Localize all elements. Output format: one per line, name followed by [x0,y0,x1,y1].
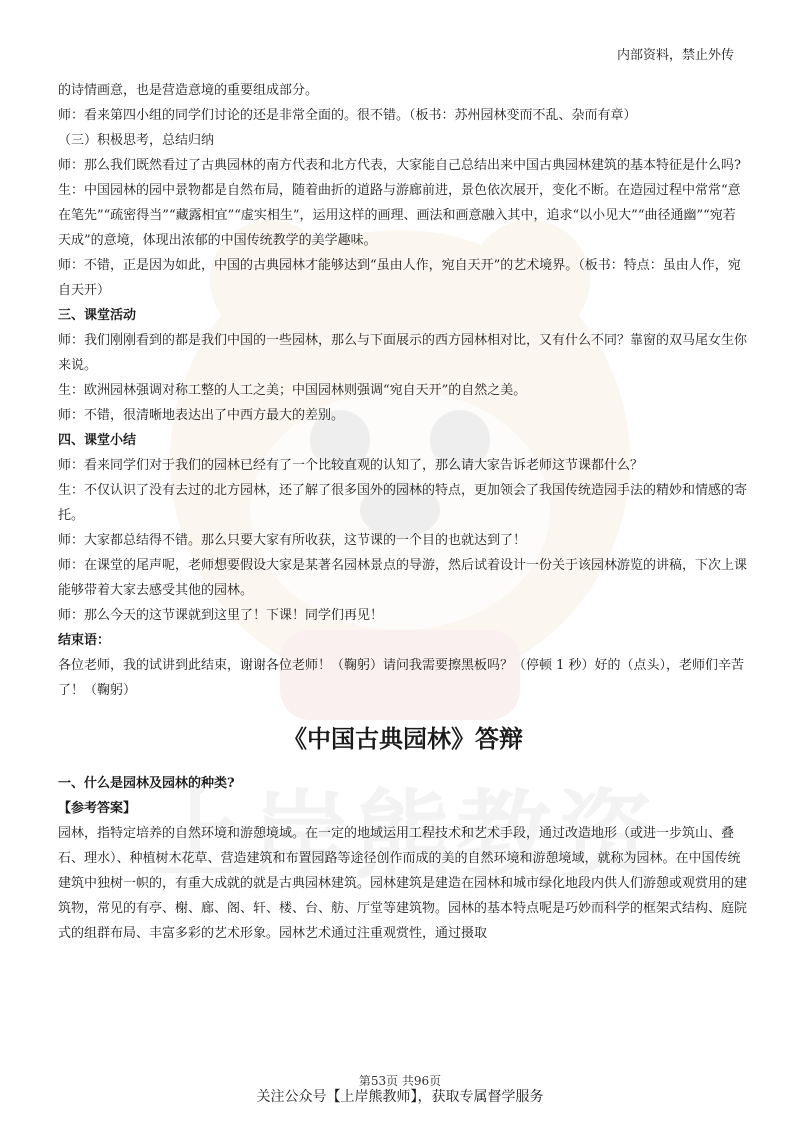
paragraph: 师：我们刚刚看到的都是我们中国的一些园林，那么与下面展示的西方园林相对比，又有什么不同？靠窗的双马尾女生你来说。 [58,333,748,373]
paragraph: 生：欧洲园林强调对称工整的人工之美；中国园林则强调“宛自天开”的自然之美。 [58,383,527,398]
paragraph: 各位老师，我的试讲到此结束，谢谢各位老师！（鞠躬）请问我需要擦黑板吗？（停顿 1 秒）好的（点头），老师们辛苦了！（鞠躬） [58,658,745,698]
paragraph: 师：在课堂的尾声呢，老师想要假设大家是某著名园林景点的导游，然后试着设计一份关于该园林游览的讲稿，下次上课能够带着大家去感受其他的园林。 [58,558,748,598]
document-body [58,78,748,946]
section-heading: 结束语： [58,633,111,648]
footer-follow-note: 关注公众号【上岸熊教师】，获取专属督学服务 [256,1089,544,1105]
paragraph: 生：中国园林的园中景物都是自然布局，随着曲折的道路与游廊前进，景色依次展开，变化不断。在造园过程中常常“意在笔先”“疏密得当”“藏露相宜”“虚实相生”，运用这样的画理、画法和画意融入其中，追求“以小见大”“曲径通幽”“宛若天成”的意境，体现出浓郁的中国传统教学的美学趣味。 [58,183,741,248]
section-heading: 三、课堂活动 [58,308,137,323]
paragraph: 师：那么我们既然看过了古典园林的南方代表和北方代表，大家能自己总结出来中国古典园林建筑的基本特征是什么吗? [58,158,741,173]
paragraph: 师：不错，很清晰地表达出了中西方最大的差别。 [58,408,345,423]
paragraph: 师：大家都总结得不错。那么只要大家有所收获，这节课的一个目的也就达到了！ [58,533,527,548]
paragraph: 师：看来第四小组的同学们讨论的还是非常全面的。很不错。（板书：苏州园林变而不乱、杂而有章） [58,108,637,123]
answer-label: 【参考答案】 [58,801,137,816]
paragraph: 生：不仅认识了没有去过的北方园林，还了解了很多国外的园林的特点，更加领会了我国传统造园手法的精妙和情感的寄托。 [58,483,748,523]
paragraph: 师：不错，正是因为如此，中国的古典园林才能够达到“虽由人作，宛自天开”的艺术境界。（板书：特点：虽由人作，宛自天开） [58,258,741,298]
question-heading: 一、什么是园林及园林的种类? [58,776,235,791]
document-title: 《中国古典园林》答辩 [283,724,523,753]
paragraph: 园林，指特定培养的自然环境和游憩境域。在一定的地域运用工程技术和艺术手段，通过改造地形（或进一步筑山、叠石、理水）、种植树木花草、营造建筑和布置园路等途径创作而成的美的自然环境和游憩境域，就称为园林。在中国传统建筑中独树一帜的，有重大成就的就是古典园林建筑。园林建筑是建造在园林和城市绿化地段内供人们游憩或观赏用的建筑物，常见的有亭、榭、廊、阁、轩、楼、台、舫、厅堂等建筑物。园林的基本特点呢是巧妙而科学的框架式结构、庭院式的组群布局、丰富多彩的艺术形象。园林艺术通过注重观赏性，通过摄取 [58,826,748,941]
paragraph: 的诗情画意，也是营造意境的重要组成部分。 [58,83,319,98]
paragraph: 师：那么今天的这节课就到这里了！下课！同学们再见！ [58,608,384,623]
page-number: 第53页 共96页 [358,1074,442,1088]
section-heading: 四、课堂小结 [58,433,137,448]
section-heading: （三）积极思考，总结归纳 [58,133,215,148]
paragraph: 师：看来同学们对于我们的园林已经有了一个比较直观的认知了，那么请大家告诉老师这节课都什么？ [58,458,644,473]
header-confidential-note: 内部资料，禁止外传 [616,48,734,63]
